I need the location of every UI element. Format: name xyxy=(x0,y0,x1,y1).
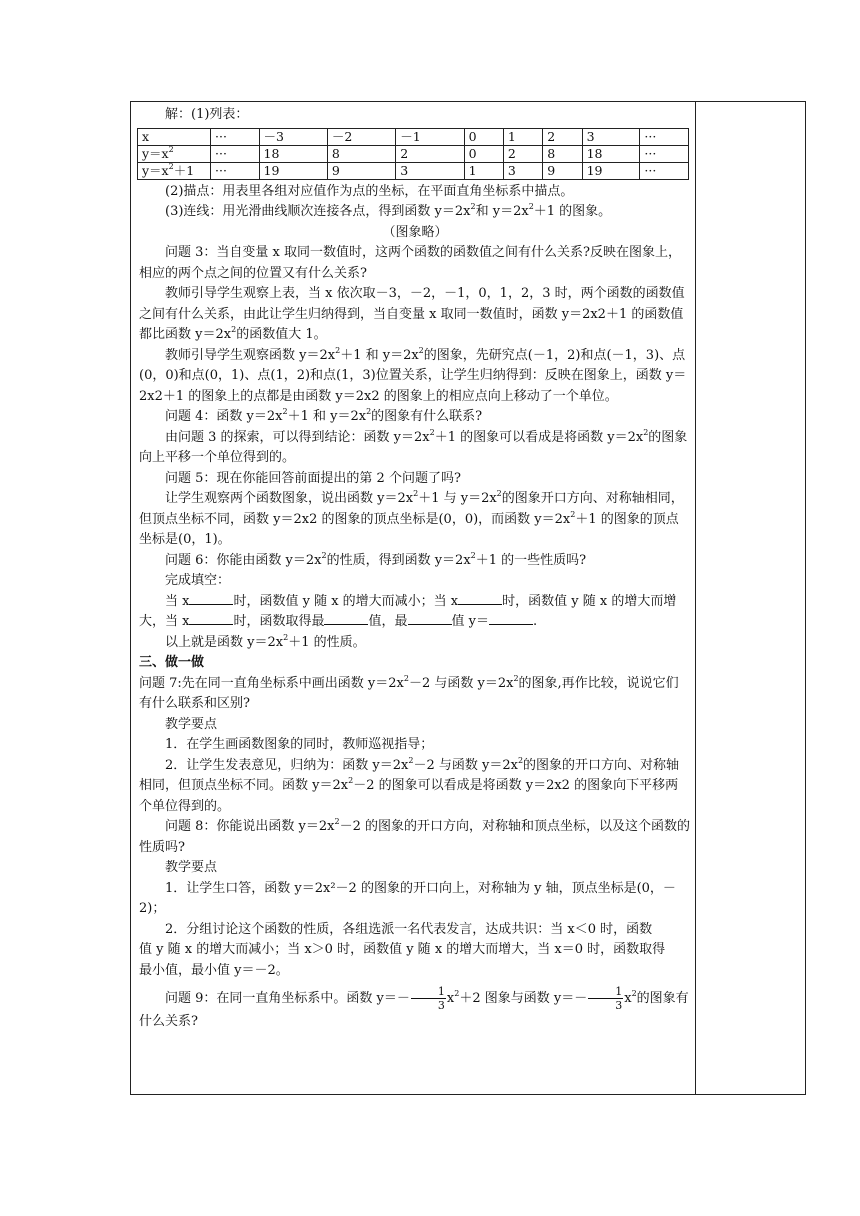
table-row-y1 xyxy=(138,145,689,162)
paragraph: 之间有什么关系，由此让学生归纳得到，当自变量 x 取同一数值时，函数 y＝2x2＋1 的函数值都比函数 $y=2x^2$的函数值大 1。 xyxy=(139,306,684,342)
blank xyxy=(408,612,452,625)
blank xyxy=(189,612,233,625)
table-cell: 3 xyxy=(396,162,464,179)
paragraph: 什么关系? xyxy=(139,1014,198,1029)
question-7: 问题 7:先在同一直角坐标系中画出函数 $y=2x^2-2$ 与函数 $y=2x^2$的图象,再作比较，说说它们有什么联系和区别? xyxy=(139,673,679,711)
table-cell: 0 xyxy=(464,145,503,162)
paragraph: 教学要点 xyxy=(165,716,218,732)
fraction: $\frac{1}{3}$ xyxy=(411,985,446,1012)
step-connect: (3)连线：用光滑曲线顺次连接各点，得到函数 $y=2x^2$和 $y=2x^2+1$ 的图象。 xyxy=(165,202,612,219)
graph-omitted: （图象略） xyxy=(382,224,448,240)
table-cell: 0 xyxy=(464,128,503,145)
blank xyxy=(458,592,502,605)
table-cell: 3 xyxy=(582,128,640,145)
table-cell: ··· xyxy=(640,128,689,145)
table-cell: 8 xyxy=(327,145,395,162)
row-label: $y=x^2$ xyxy=(138,145,211,162)
table-cell: －1 xyxy=(396,128,464,145)
table-cell: ··· xyxy=(640,162,689,179)
paragraph: 1．让学生口答，函数 y＝2x²－2 的图象的开口向上，对称轴为 y 轴，顶点坐标是(0，－2)； xyxy=(139,880,676,916)
paragraph: 以上就是函数 $y=2x^2+1$ 的性质。 xyxy=(165,632,366,650)
paragraph: 2．分组讨论这个函数的性质，各组选派一名代表发言，达成共识：当 x＜0 时，函数 xyxy=(165,921,653,937)
table-cell: ··· xyxy=(211,128,260,145)
table-cell: ··· xyxy=(640,145,689,162)
table-cell: 9 xyxy=(543,162,582,179)
question-4: 问题 4：函数 $y=2x^2+1$ 和 $y=2x^2$的图象有什么联系? xyxy=(165,407,483,424)
step-plot: (2)描点：用表里各组对应值作为点的坐标，在平面直角坐标系中描点。 xyxy=(165,183,574,199)
table-row-y2 xyxy=(138,162,689,179)
table-cell: －3 xyxy=(259,128,327,145)
paragraph: 2．让学生发表意见，归纳为：函数 $y=2x^2-2$ 与函数 $y=2x^2$的图象的开口方向、对称轴相同，但顶点坐标不同。函数 $y=2x^2-2$ 的图象可以看成是将函数 y＝2x2 的图象向下平移两个单位得到的。 xyxy=(139,755,680,814)
question-3: 问题 3：当自变量 x 取同一数值时，这两个函数的函数值之间有什么关系?反映在图象上，相应的两个点之间的位置又有什么关系? xyxy=(139,245,681,281)
table-cell: ··· xyxy=(211,145,260,162)
blank xyxy=(324,612,368,625)
table-cell: 18 xyxy=(582,145,640,162)
value-table xyxy=(137,128,689,180)
fraction: $\frac{1}{3}$ xyxy=(588,985,623,1012)
table-cell: －2 xyxy=(327,128,395,145)
table-cell: 8 xyxy=(543,145,582,162)
row-label: x xyxy=(138,128,211,145)
table-cell: 18 xyxy=(259,145,327,162)
table-cell: ··· xyxy=(211,162,260,179)
right-column-divider xyxy=(695,101,696,1095)
intro-line: 解：(1)列表： xyxy=(165,107,249,122)
paragraph: 教学要点 xyxy=(165,860,218,875)
table-cell: 9 xyxy=(327,162,395,179)
table-cell: 1 xyxy=(464,162,503,179)
lesson-content xyxy=(139,105,691,1033)
blank xyxy=(189,592,233,605)
paragraph: 值 y 随 x 的增大而减小；当 x＞0 时，函数值 y 随 x 的增大而增大，当 x＝0 时，函数取得 xyxy=(139,942,666,957)
paragraph: 教师引导学生观察函数 $y=2x^2+1$ 和 $y=2x^2$的图象，先研究点(－1，2)和点(－1，3)、点(0，0)和点(0，1)、点(1，2)和点(1，3)位置关系，让学生归纳得到：反映在图象上，函数 y＝2x2＋1 的图象上的点都是由函数 y＝2x2 的图象上的相应点向上移动了一个单位。 xyxy=(139,345,687,404)
table-cell: 2 xyxy=(543,128,582,145)
table-cell: 19 xyxy=(582,162,640,179)
table-cell: 2 xyxy=(503,145,542,162)
blank xyxy=(489,612,533,625)
row-label: $y=x^2+1$ xyxy=(138,162,211,179)
table-cell: 1 xyxy=(503,128,542,145)
paragraph: 由问题 3 的探索，可以得到结论：函数 $y=2x^2+1$ 的图象可以看成是将函数 $y=2x^2$的图象向上平移一个单位得到的。 xyxy=(139,427,688,465)
question-5: 问题 5：现在你能回答前面提出的第 2 个问题了吗? xyxy=(165,470,461,486)
table-cell: 3 xyxy=(503,162,542,179)
table-cell: 2 xyxy=(396,145,464,162)
table-row-x xyxy=(138,128,689,145)
table-cell: 19 xyxy=(259,162,327,179)
paragraph: 1．在学生画函数图象的同时，教师巡视指导； xyxy=(165,737,434,752)
paragraph: 最小值，最小值 y＝－2。 xyxy=(139,962,289,978)
fill-in-blanks: 当 x 时，函数值 y 随 x 的增大而减小；当 x 时，函数值 y 随 x 的增大而增大，当 x 时，函数取得最 值，最 值 y＝ . xyxy=(139,593,677,629)
paragraph: 教师引导学生观察上表，当 x 依次取－3，－2，－1，0，1，2，3 时，两个函数的函数值 xyxy=(165,286,685,301)
paragraph: 让学生观察两个函数图象，说出函数 $y=2x^2+1$ 与 $y=2x^2$的图象开口方向、对称轴相同，但顶点坐标不同，函数 y＝2x2 的图象的顶点坐标是(0，0)，而函数 $y=2x^2+1$ 的图象的顶点坐标是(0，1)。 xyxy=(139,489,684,547)
question-8: 问题 8：你能说出函数 $y=2x^2-2$ 的图象的开口方向，对称轴和顶点坐标，以及这个函数的性质吗? xyxy=(139,817,690,855)
question-6: 问题 6：你能由函数 $y=2x^2$的性质，得到函数 $y=2x^2+1$ 的一些性质吗? xyxy=(165,550,587,568)
question-9: 问题 9：在同一直角坐标系中。函数 y＝－ $\frac{1}{3}$ $x^2+2$ 图象与函数 y＝－ $\frac{1}{3}$ $x^2$的图象有 xyxy=(165,985,689,1012)
paragraph: 完成填空： xyxy=(165,573,231,588)
section-heading: 三、做一做 xyxy=(139,655,205,670)
